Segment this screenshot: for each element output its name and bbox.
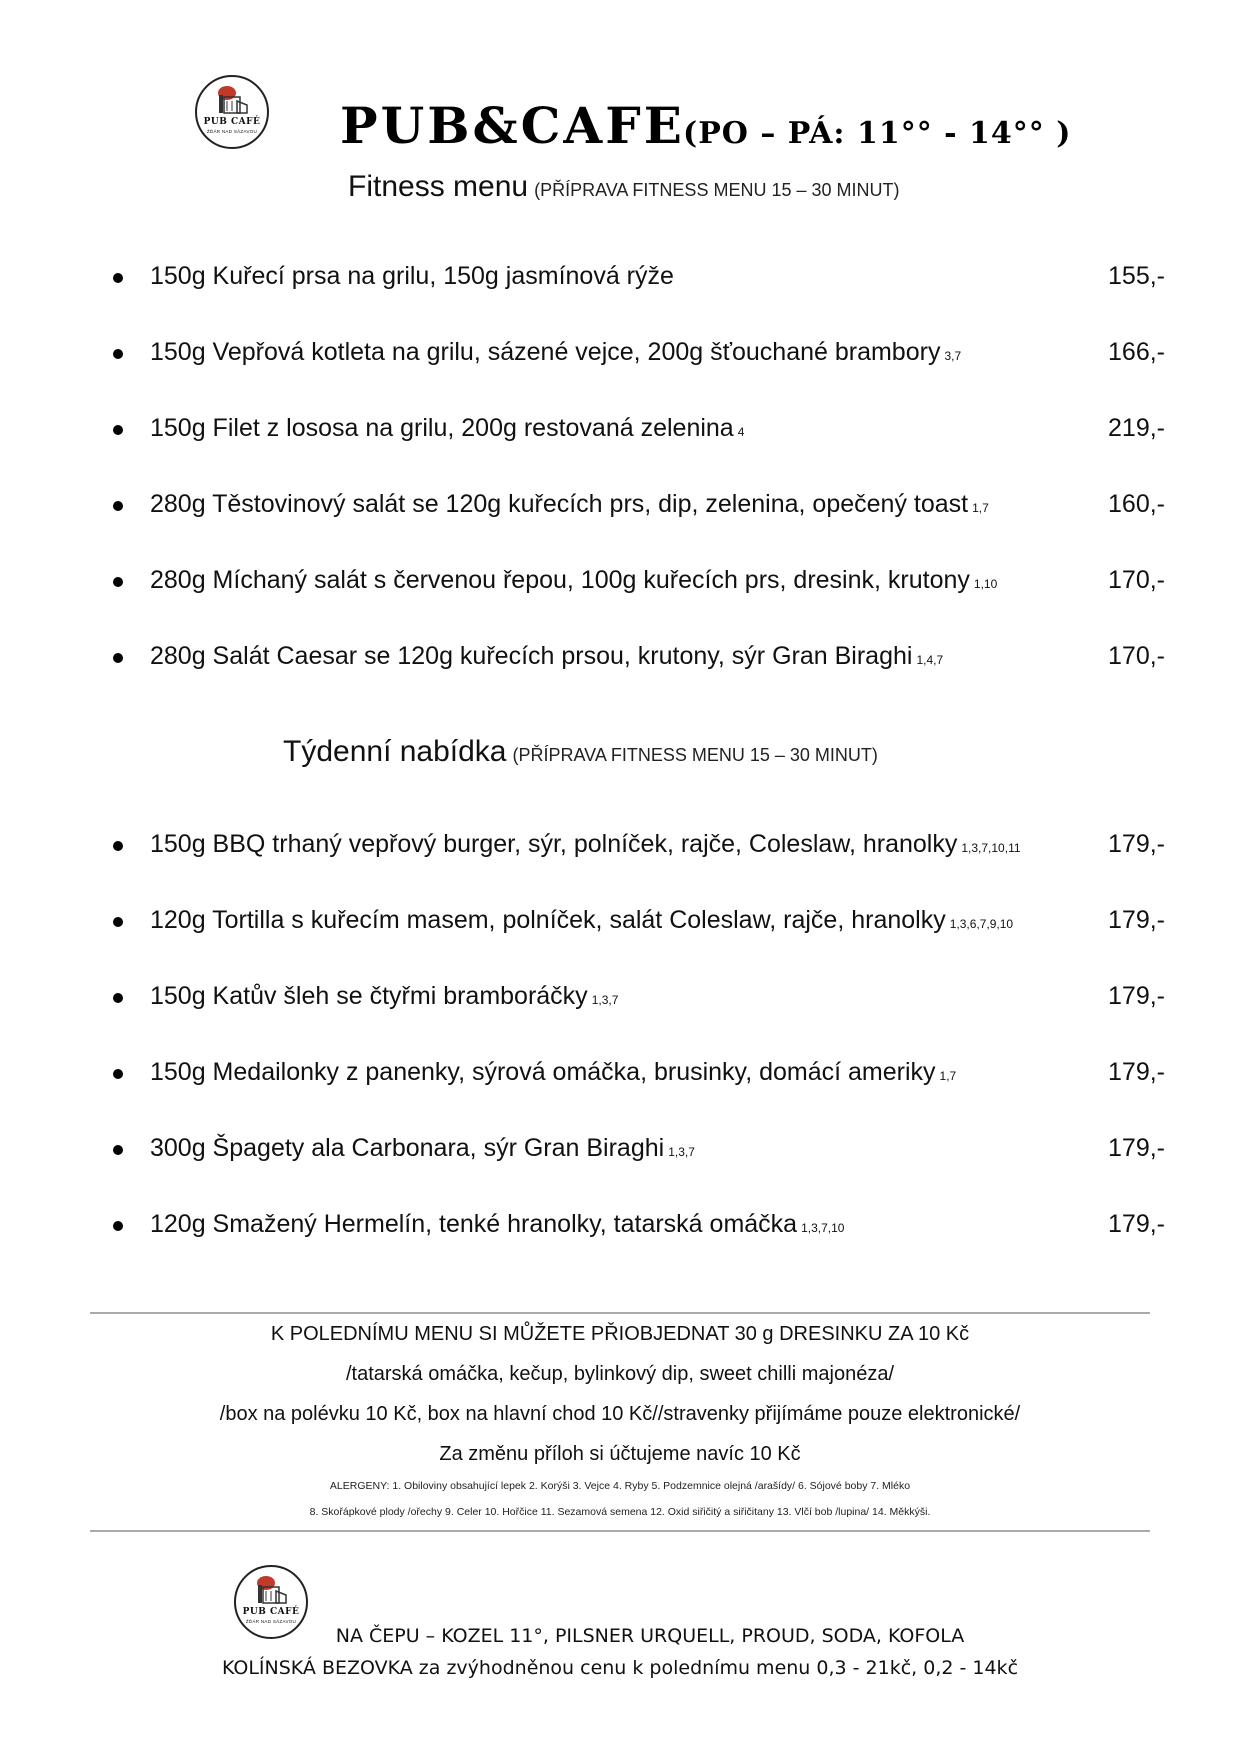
menu-item	[110, 262, 1165, 338]
dish-line	[150, 982, 618, 1011]
logo-subtitle: ŽĎÁR NAD SÁZAVOU	[206, 129, 258, 134]
bezovka-offer: KOLÍNSKÁ BEZOVKA za zvýhodněnou cenu k polednímu menu 0,3 - 21kč, 0,2 - 14kč	[221, 1657, 1019, 1679]
dish-line	[150, 414, 744, 443]
dish-line	[150, 566, 997, 595]
dish-line	[150, 490, 989, 519]
weekly-menu-heading	[283, 735, 878, 769]
fitness-menu-heading	[348, 170, 899, 204]
dish-name: 150g Vepřová kotleta na grilu, sázené vejce, 200g šťouchané brambory	[150, 338, 941, 366]
dish-line	[150, 338, 961, 367]
allergen-legend-line-1: ALERGENY: 1. Obiloviny obsahující lepek 2. Korýši 3. Vejce 4. Ryby 5. Podzemnice olejná /arašídy/ 6. Sójové boby 7. Mléko	[329, 1480, 911, 1492]
menu-item	[110, 566, 1165, 642]
dish-line	[150, 1210, 844, 1239]
dish-line	[150, 830, 1021, 859]
menu-item	[110, 490, 1165, 566]
allergen-legend-line-2: 8. Skořápkové plody /ořechy 9. Celer 10. Hořčice 11. Sezamová semena 12. Oxid siřičitý a siřičitany 13. Vlčí bob /lupina/ 14. Měkkýši.	[309, 1506, 931, 1518]
dish-allergens: 1,3,7	[668, 1145, 695, 1159]
bullet-icon	[113, 993, 123, 1003]
menu-item	[110, 906, 1165, 982]
fitness-menu-list	[110, 262, 1165, 718]
dish-name: 280g Těstovinový salát se 120g kuřecích prs, dip, zelenina, opečený toast	[150, 490, 969, 518]
dish-price: 179,-	[1108, 830, 1165, 858]
fitness-menu-note: (PŘÍPRAVA FITNESS MENU 15 – 30 MINUT)	[534, 180, 900, 200]
draft-beer-info: NA ČEPU – KOZEL 11°, PILSNER URQUELL, PROUD, SODA, KOFOLA	[335, 1625, 965, 1647]
dressing-info: K POLEDNÍMU MENU SI MŮŽETE PŘIOBJEDNAT 30 g DRESINKU ZA 10 Kč	[270, 1323, 970, 1345]
dish-name: 280g Míchaný salát s červenou řepou, 100g kuřecích prs, dresink, krutony	[150, 566, 970, 594]
dish-name: 150g Medailonky z panenky, sýrová omáčka, brusinky, domácí ameriky	[150, 1058, 936, 1086]
dish-name: 150g BBQ trhaný vepřový burger, sýr, polníček, rajče, Coleslaw, hranolky	[150, 830, 958, 858]
dish-line	[150, 1058, 956, 1087]
dish-price: 179,-	[1108, 1134, 1165, 1162]
dish-allergens: 1,7	[939, 1069, 957, 1083]
dish-allergens: 1,10	[973, 577, 998, 591]
bullet-icon	[113, 1069, 123, 1079]
dish-line	[150, 642, 943, 671]
bullet-icon	[113, 917, 123, 927]
bullet-icon	[113, 1221, 123, 1231]
bullet-icon	[113, 273, 123, 283]
dish-price: 170,-	[1108, 642, 1165, 670]
dish-name: 150g Kuřecí prsa na grilu, 150g jasmínová rýže	[150, 262, 674, 290]
dish-price: 160,-	[1108, 490, 1165, 518]
divider	[90, 1312, 1150, 1314]
logo-name: PUB CAFÉ	[242, 1607, 300, 1617]
dish-price: 179,-	[1108, 906, 1165, 934]
box-and-vouchers-info: /box na polévku 10 Kč, box na hlavní chod 10 Kč//stravenky přijímáme pouze elektronické/	[219, 1403, 1021, 1425]
menu-item	[110, 338, 1165, 414]
bullet-icon	[113, 425, 123, 435]
weekly-menu-list	[110, 830, 1165, 1286]
dish-allergens: 4	[737, 425, 745, 439]
divider	[90, 1530, 1150, 1532]
dish-allergens: 1,3,6,7,9,10	[949, 917, 1014, 931]
dish-price: 179,-	[1108, 982, 1165, 1010]
dish-name: 120g Tortilla s kuřecím masem, polníček, salát Coleslaw, rajče, hranolky	[150, 906, 946, 934]
dish-price: 166,-	[1108, 338, 1165, 366]
dressing-options: /tatarská omáčka, kečup, bylinkový dip, sweet chilli majonéza/	[345, 1363, 895, 1385]
menu-item	[110, 414, 1165, 490]
dish-price: 179,-	[1108, 1058, 1165, 1086]
dish-name: 150g Filet z lososa na grilu, 200g restovaná zelenina	[150, 414, 734, 442]
dish-allergens: 1,3,7	[591, 993, 619, 1007]
dish-name: 150g Katův šleh se čtyřmi bramboráčky	[150, 982, 588, 1010]
dish-name: 120g Smažený Hermelín, tenké hranolky, tatarská omáčka	[150, 1210, 798, 1238]
dish-line	[150, 262, 678, 291]
menu-item	[110, 830, 1165, 906]
dish-allergens: 3,7	[944, 349, 962, 363]
dish-allergens: 1,7	[972, 501, 989, 515]
bullet-icon	[113, 349, 123, 359]
pub-cafe-logo	[195, 75, 269, 149]
dish-price: 179,-	[1108, 1210, 1165, 1238]
bullet-icon	[113, 501, 123, 511]
bullet-icon	[113, 1145, 123, 1155]
bullet-icon	[113, 577, 123, 587]
dish-name: 300g Špagety ala Carbonara, sýr Gran Biraghi	[150, 1134, 665, 1162]
menu-item	[110, 1210, 1165, 1286]
dish-price: 170,-	[1108, 566, 1165, 594]
logo-subtitle: ŽĎÁR NAD SÁZAVOU	[245, 1619, 297, 1624]
dish-price: 219,-	[1108, 414, 1165, 442]
dish-name: 280g Salát Caesar se 120g kuřecích prsou, krutony, sýr Gran Biraghi	[150, 642, 913, 670]
weekly-menu-title: Týdenní nabídka	[283, 735, 507, 768]
dish-allergens: 1,3,7,10	[801, 1221, 845, 1235]
bullet-icon	[113, 653, 123, 663]
dish-allergens: 1,3,7,10,11	[961, 841, 1021, 855]
dish-allergens: 1,4,7	[916, 653, 944, 667]
dish-line	[150, 906, 1013, 935]
dish-line	[150, 1134, 695, 1163]
dish-price: 155,-	[1108, 262, 1165, 290]
page-title: PUB&CAFE	[340, 96, 685, 155]
logo-name: PUB CAFÉ	[203, 117, 261, 127]
menu-item	[110, 982, 1165, 1058]
fitness-menu-title: Fitness menu	[348, 170, 529, 203]
menu-item	[110, 1134, 1165, 1210]
opening-hours: (PO – PÁ: 11°° - 14°° )	[683, 116, 1072, 151]
weekly-menu-note: (PŘÍPRAVA FITNESS MENU 15 – 30 MINUT)	[512, 745, 878, 765]
bullet-icon	[113, 841, 123, 851]
menu-item	[110, 642, 1165, 718]
logo-building-icon	[197, 77, 267, 147]
side-change-info: Za změnu příloh si účtujeme navíc 10 Kč	[439, 1443, 801, 1465]
menu-item	[110, 1058, 1165, 1134]
